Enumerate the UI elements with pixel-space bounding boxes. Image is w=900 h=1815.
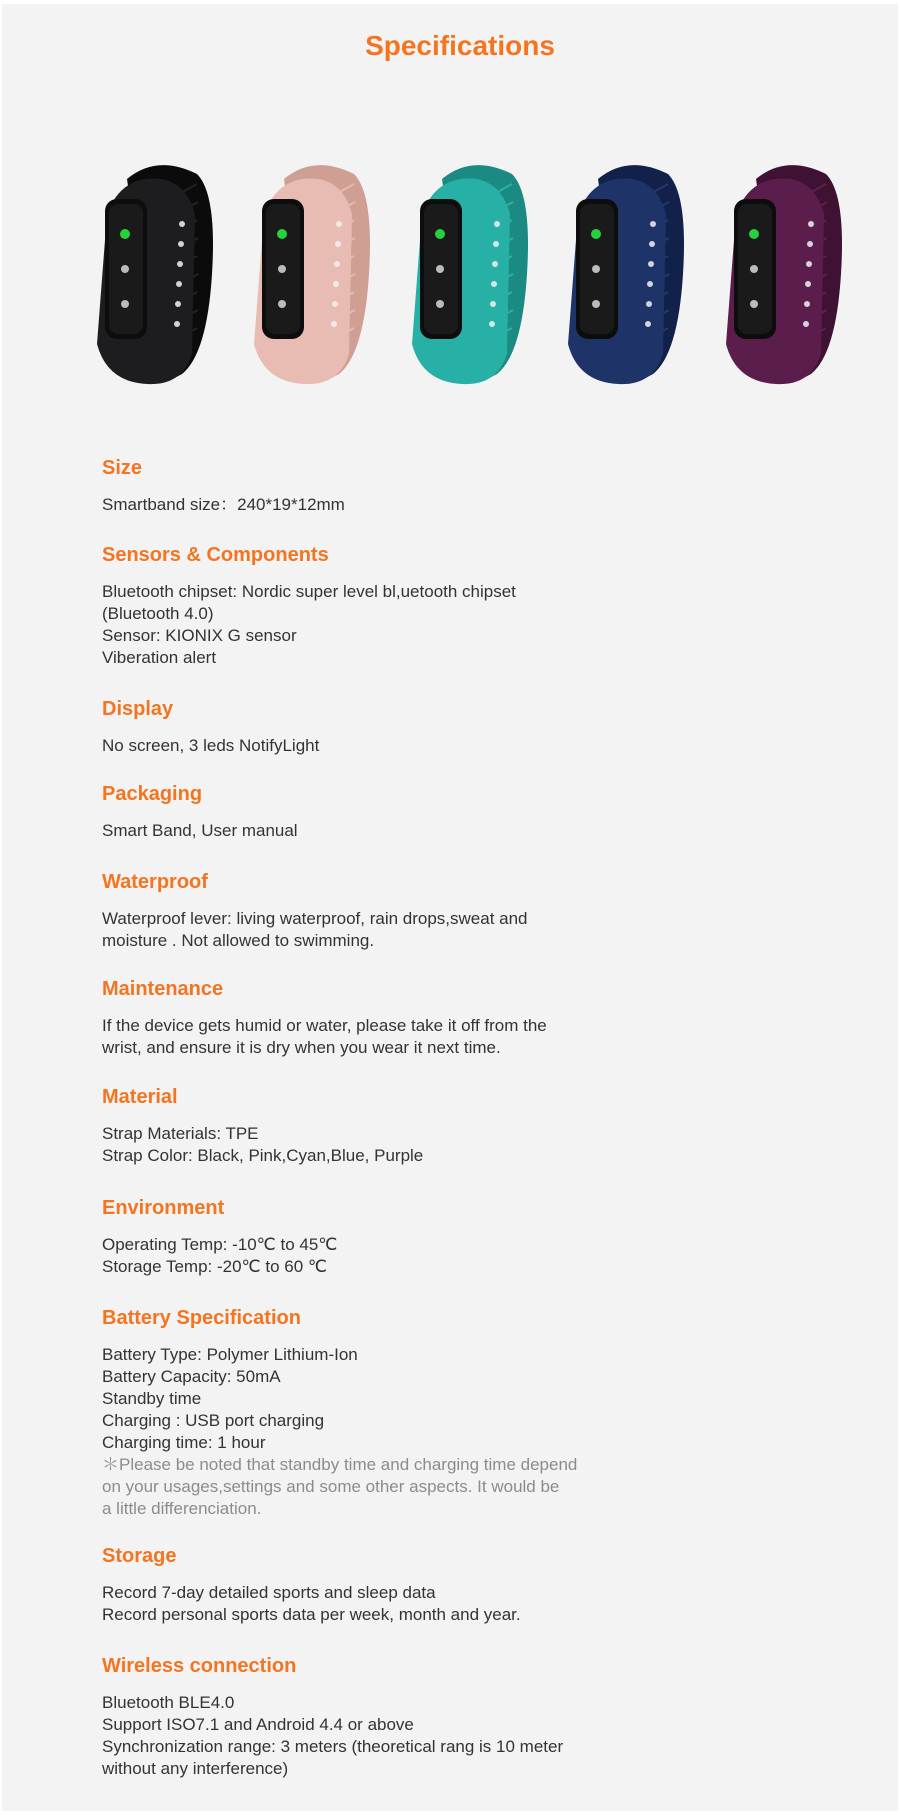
strap-hole — [491, 281, 497, 287]
section-size — [102, 456, 345, 516]
section-body — [102, 908, 528, 952]
section-heading: Storage — [102, 1545, 177, 1567]
spec-line: Strap Color: Black, Pink,Cyan,Blue, Purple — [102, 1146, 424, 1165]
strap-hole — [177, 261, 183, 267]
strap-hole — [805, 281, 811, 287]
spec-line: Smartband size：240*19*12mm — [102, 495, 345, 514]
strap-hole — [336, 221, 342, 227]
walk-icon — [750, 300, 758, 308]
section-heading: Material — [102, 1086, 178, 1108]
strap-hole — [808, 221, 814, 227]
spec-line: Synchronization range: 3 meters (theoretical rang is 10 meter — [102, 1737, 564, 1756]
spec-line: Bluetooth BLE4.0 — [102, 1693, 235, 1712]
phone-icon — [749, 229, 759, 239]
product-images — [2, 154, 898, 394]
strap-hole — [646, 301, 652, 307]
strap-hole — [803, 321, 809, 327]
bell-icon — [121, 265, 129, 273]
strap-hole — [804, 301, 810, 307]
page-title: Specifications — [365, 30, 555, 61]
walk-icon — [121, 300, 129, 308]
bell-icon — [436, 265, 444, 273]
strap-hole — [648, 261, 654, 267]
spec-line: If the device gets humid or water, please take it off from the — [102, 1016, 547, 1035]
spec-line: moisture . Not allowed to swimming. — [102, 931, 375, 950]
strap-hole — [649, 241, 655, 247]
strap-hole — [807, 241, 813, 247]
band-image-cyan — [402, 154, 542, 394]
strap-hole — [647, 281, 653, 287]
spec-line: Record personal sports data per week, month and year. — [102, 1605, 521, 1624]
phone-icon — [120, 229, 130, 239]
section-body — [102, 1344, 577, 1520]
bell-icon — [592, 265, 600, 273]
section-packaging — [102, 782, 298, 842]
section-body — [102, 1692, 563, 1780]
spec-line: Storage Temp: -20℃ to 60 ℃ — [102, 1257, 327, 1276]
spec-line: Standby time — [102, 1389, 202, 1408]
spec-note-line: on your usages,settings and some other aspects. It would be — [102, 1477, 560, 1496]
section-heading: Size — [102, 457, 143, 479]
section-sensors-components — [102, 543, 516, 669]
bell-icon — [278, 265, 286, 273]
strap-hole — [650, 221, 656, 227]
spec-line: (Bluetooth 4.0) — [102, 604, 214, 623]
section-body — [102, 1015, 547, 1059]
spec-line: Sensor: KIONIX G sensor — [102, 626, 297, 645]
strap-hole — [333, 281, 339, 287]
section-body — [102, 1582, 521, 1626]
section-heading: Sensors & Components — [102, 544, 329, 566]
spec-line: Support ISO7.1 and Android 4.4 or above — [102, 1715, 414, 1734]
band-image-blue — [558, 154, 698, 394]
section-maintenance — [102, 977, 547, 1059]
spec-line: Operating Temp: -10℃ to 45℃ — [102, 1235, 338, 1254]
spec-note-line: a little differenciation. — [102, 1499, 262, 1518]
spec-line: Battery Type: Polymer Lithium-Ion — [102, 1345, 358, 1364]
strap-hole — [493, 241, 499, 247]
strap-hole — [334, 261, 340, 267]
band-image-black — [87, 154, 227, 394]
section-body — [102, 820, 298, 842]
section-heading: Display — [102, 698, 174, 720]
band-image-pink — [244, 154, 384, 394]
section-battery-specification — [102, 1306, 577, 1520]
strap-hole — [174, 321, 180, 327]
section-waterproof — [102, 870, 528, 952]
strap-hole — [179, 221, 185, 227]
strap-hole — [489, 321, 495, 327]
section-body — [102, 494, 345, 516]
walk-icon — [592, 300, 600, 308]
section-heading: Packaging — [102, 783, 203, 805]
spec-line: without any interference) — [102, 1759, 289, 1778]
strap-hole — [806, 261, 812, 267]
section-material — [102, 1085, 423, 1167]
spec-line: Smart Band, User manual — [102, 821, 298, 840]
spec-line: Charging time: 1 hour — [102, 1433, 266, 1452]
strap-hole — [494, 221, 500, 227]
strap-hole — [331, 321, 337, 327]
phone-icon — [591, 229, 601, 239]
spec-line: No screen, 3 leds NotifyLight — [102, 736, 320, 755]
section-body — [102, 735, 319, 757]
spec-line: wrist, and ensure it is dry when you wear it next time. — [102, 1038, 501, 1057]
spec-note-line: ＊Please be noted that standby time and charging time depend — [102, 1455, 578, 1474]
spec-line: Charging : USB port charging — [102, 1411, 325, 1430]
walk-icon — [278, 300, 286, 308]
spec-line: Waterproof lever: living waterproof, rain drops,sweat and — [102, 909, 528, 928]
strap-hole — [645, 321, 651, 327]
section-heading: Battery Specification — [102, 1307, 301, 1329]
spec-line: Bluetooth chipset: Nordic super level bl,uetooth chipset — [102, 582, 516, 601]
strap-hole — [335, 241, 341, 247]
section-heading: Environment — [102, 1197, 225, 1219]
section-storage — [102, 1544, 521, 1626]
section-display — [102, 697, 319, 757]
phone-icon — [277, 229, 287, 239]
strap-hole — [175, 301, 181, 307]
spec-line: Record 7-day detailed sports and sleep data — [102, 1583, 436, 1602]
band-image-purple — [716, 154, 856, 394]
strap-hole — [178, 241, 184, 247]
spec-line: Strap Materials: TPE — [102, 1124, 259, 1143]
walk-icon — [436, 300, 444, 308]
section-wireless-connection — [102, 1654, 563, 1780]
bell-icon — [750, 265, 758, 273]
section-body — [102, 1123, 423, 1167]
spec-line: Viberation alert — [102, 648, 217, 667]
section-heading: Waterproof — [102, 871, 208, 893]
strap-hole — [176, 281, 182, 287]
section-body — [102, 581, 516, 669]
strap-hole — [332, 301, 338, 307]
section-heading: Maintenance — [102, 978, 224, 1000]
section-environment — [102, 1196, 337, 1278]
phone-icon — [435, 229, 445, 239]
spec-line: Battery Capacity: 50mA — [102, 1367, 281, 1386]
spec-page — [2, 4, 898, 1811]
strap-hole — [490, 301, 496, 307]
strap-hole — [492, 261, 498, 267]
section-body — [102, 1234, 337, 1278]
section-heading: Wireless connection — [102, 1655, 297, 1677]
